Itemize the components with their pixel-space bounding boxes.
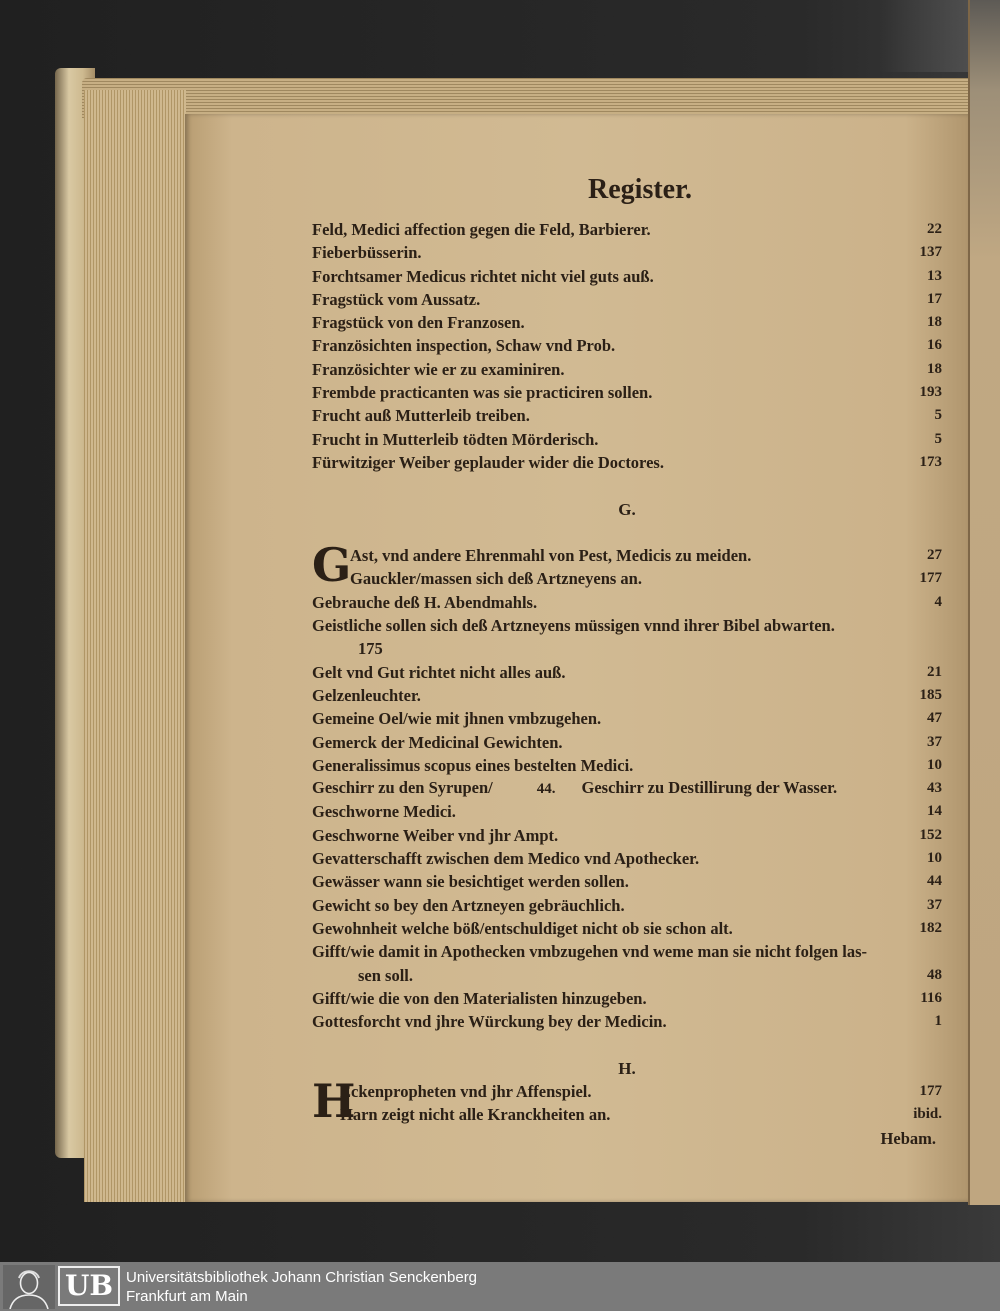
entry-text: Frembde practicanten was sie practiciren sollen. bbox=[312, 383, 653, 403]
entry-text-block bbox=[312, 754, 917, 777]
entry-text: Gelzenleuchter. bbox=[312, 685, 421, 705]
entry-text: Gauckler/massen sich deß Artzneyens an. bbox=[350, 569, 642, 589]
page-number: 182 bbox=[919, 919, 942, 936]
entry-text-block bbox=[312, 684, 910, 707]
register-entry bbox=[312, 940, 942, 963]
page-number: 137 bbox=[919, 244, 942, 261]
entry-text-block bbox=[350, 567, 910, 590]
register-entry bbox=[312, 1103, 942, 1126]
entry-text: Ast, vnd andere Ehrenmahl von Pest, Medicis zu meiden. bbox=[350, 546, 752, 566]
entry-text-block bbox=[340, 1103, 903, 1126]
register-entry bbox=[312, 917, 942, 940]
register-entry bbox=[312, 684, 942, 707]
entry-continuation: sen soll. bbox=[358, 965, 414, 985]
entry-text: Eckenpropheten vnd jhr Affenspiel. bbox=[340, 1081, 592, 1101]
page-number: 4 bbox=[934, 593, 942, 610]
register-entry bbox=[312, 381, 942, 404]
register-entry bbox=[312, 428, 942, 451]
entry-text-block bbox=[312, 288, 917, 311]
entry-text-block bbox=[312, 614, 942, 637]
entry-text-block bbox=[312, 265, 917, 288]
entry-text-block bbox=[312, 334, 917, 357]
entry-text-block bbox=[312, 661, 917, 684]
page-number: 37 bbox=[927, 733, 942, 750]
page-number: 16 bbox=[927, 337, 942, 354]
page-number: 5 bbox=[934, 407, 942, 424]
entry-text: Gottesforcht vnd jhre Würckung bey der Medicin. bbox=[312, 1012, 667, 1032]
entry-text: Generalissimus scopus eines bestelten Medici. bbox=[312, 755, 634, 775]
page-number: 14 bbox=[927, 803, 942, 820]
register-entry bbox=[312, 754, 942, 777]
page-number: 116 bbox=[920, 989, 942, 1006]
entry-text: Geistliche sollen sich deß Artzneyens müssigen vnnd ihrer Bibel abwarten. bbox=[312, 616, 835, 636]
entry-text-block bbox=[350, 544, 917, 567]
register-entry bbox=[312, 358, 942, 381]
page-number: 47 bbox=[927, 710, 942, 727]
register-entry bbox=[312, 567, 942, 590]
page-number: 10 bbox=[927, 756, 942, 773]
entry-text: Gevatterschafft zwischen dem Medico vnd Apothecker. bbox=[312, 849, 700, 869]
library-footer bbox=[0, 1262, 1000, 1311]
register-entry bbox=[312, 800, 942, 823]
page-number: 18 bbox=[927, 360, 942, 377]
page-block-top-edge bbox=[82, 78, 970, 118]
entry-text: Gebrauche deß H. Abendmahls. bbox=[312, 592, 538, 612]
register-entry bbox=[312, 661, 942, 684]
register-entry bbox=[312, 265, 942, 288]
page-number: 18 bbox=[927, 314, 942, 331]
register-entry bbox=[312, 707, 942, 730]
page-number: 43 bbox=[927, 780, 942, 797]
library-city: Frankfurt am Main bbox=[126, 1288, 248, 1305]
entry-text-block bbox=[312, 894, 917, 917]
inline-page-number: 44. bbox=[536, 781, 556, 798]
entry-text-block bbox=[312, 847, 917, 870]
page-number: 27 bbox=[927, 547, 942, 564]
entry-text-block bbox=[358, 964, 917, 987]
page-number: 173 bbox=[919, 453, 942, 470]
page-number: 13 bbox=[927, 267, 942, 284]
register-section bbox=[312, 1057, 942, 1127]
entry-text: Harn zeigt nicht alle Kranckheiten an. bbox=[340, 1105, 611, 1125]
drop-cap: G bbox=[312, 538, 352, 593]
page-fore-edge bbox=[84, 90, 186, 1202]
register-entry bbox=[312, 591, 942, 614]
entry-text: Geschworne Medici. bbox=[312, 802, 456, 822]
page-number: 177 bbox=[919, 1082, 942, 1099]
entry-text-second: Geschirr zu Destillirung der Wasser. bbox=[581, 778, 838, 798]
entry-text: Geschirr zu den Syrupen/ bbox=[312, 778, 493, 798]
facing-page-edge bbox=[968, 0, 1000, 1205]
entry-text-block bbox=[312, 940, 942, 963]
register-heading: Register. bbox=[588, 174, 692, 205]
entry-text-block bbox=[312, 358, 917, 381]
entry-text: Fürwitziger Weiber geplauder wider die Doctores. bbox=[312, 452, 664, 472]
register-entry bbox=[312, 894, 942, 917]
register-entry bbox=[312, 847, 942, 870]
register-section bbox=[312, 498, 942, 1034]
page-number: 17 bbox=[927, 290, 942, 307]
entry-text: Feld, Medici affection gegen die Feld, Barbierer. bbox=[312, 220, 651, 239]
register-entry bbox=[312, 731, 942, 754]
page-number: 37 bbox=[927, 896, 942, 913]
library-logo: UB bbox=[58, 1266, 120, 1306]
entry-text-block bbox=[312, 824, 910, 847]
page-number: 22 bbox=[927, 221, 942, 237]
register-entry bbox=[312, 288, 942, 311]
register-entry bbox=[312, 218, 942, 241]
entry-text-block bbox=[312, 381, 910, 404]
entry-text: Fieberbüsserin. bbox=[312, 243, 422, 263]
portrait-icon bbox=[3, 1265, 55, 1309]
entry-text-block bbox=[312, 428, 925, 451]
entry-text: Gifft/wie damit in Apothecken vmbzugehen vnd weme man sie nicht folgen las- bbox=[312, 942, 868, 962]
page-number: 1 bbox=[934, 1013, 942, 1030]
page-number: 21 bbox=[927, 663, 942, 680]
entry-text: Geschworne Weiber vnd jhr Ampt. bbox=[312, 825, 559, 845]
register-entry-continuation bbox=[312, 637, 942, 660]
drop-cap: H bbox=[312, 1073, 356, 1128]
register-section bbox=[312, 218, 942, 474]
page-number: 48 bbox=[927, 966, 942, 983]
library-name-block bbox=[126, 1268, 477, 1306]
entry-text-block bbox=[312, 404, 925, 427]
entry-text-block bbox=[312, 707, 917, 730]
entry-text-block bbox=[312, 241, 910, 264]
section-letter: G. bbox=[618, 499, 636, 519]
entry-text-block bbox=[312, 987, 910, 1010]
page-number: 177 bbox=[919, 570, 942, 587]
entry-text-block bbox=[312, 451, 910, 474]
entry-text-block bbox=[340, 1080, 910, 1103]
entry-text: Gifft/wie die von den Materialisten hinzugeben. bbox=[312, 988, 647, 1008]
page-number: 5 bbox=[934, 430, 942, 447]
entry-text-block bbox=[312, 800, 917, 823]
page-number: 185 bbox=[919, 686, 942, 703]
entry-text-block bbox=[312, 731, 917, 754]
register-entry bbox=[312, 987, 942, 1010]
entry-text: Gewässer wann sie besichtiget werden sollen. bbox=[312, 872, 629, 892]
page-number: 152 bbox=[919, 826, 942, 843]
entry-text: Forchtsamer Medicus richtet nicht viel guts auß. bbox=[312, 266, 654, 286]
entry-text: Gewohnheit welche böß/entschuldiget nicht ob sie schon alt. bbox=[312, 918, 733, 938]
entry-text: Gelt vnd Gut richtet nicht alles auß. bbox=[312, 662, 566, 682]
library-name: Universitätsbibliothek Johann Christian Senckenberg bbox=[126, 1269, 478, 1286]
entry-text-block bbox=[312, 917, 910, 940]
register-entry-continuation bbox=[312, 964, 942, 987]
catchword-row bbox=[312, 1127, 942, 1150]
catchword: Hebam. bbox=[880, 1128, 936, 1148]
entry-text-block bbox=[312, 776, 917, 801]
register-entry bbox=[312, 404, 942, 427]
section-letter: H. bbox=[618, 1058, 636, 1078]
entry-text: Fragstück von den Franzosen. bbox=[312, 313, 525, 333]
page-number: 44 bbox=[927, 873, 942, 890]
page-number: ibid. bbox=[913, 1106, 942, 1123]
register-entry bbox=[312, 241, 942, 264]
entry-text-block bbox=[312, 591, 925, 614]
entry-text: Frucht auß Mutterleib treiben. bbox=[312, 406, 530, 426]
register-entry bbox=[312, 870, 942, 893]
entry-text-block bbox=[312, 218, 917, 241]
entry-text-block bbox=[312, 311, 917, 334]
entry-text: Fragstück vom Aussatz. bbox=[312, 289, 481, 309]
register-entry bbox=[312, 824, 942, 847]
entry-text: Französichter wie er zu examiniren. bbox=[312, 359, 565, 379]
entry-text: Gewicht so bey den Artzneyen gebräuchlich. bbox=[312, 895, 625, 915]
register-entry bbox=[312, 1010, 942, 1033]
entry-text: Frucht in Mutterleib tödten Mörderisch. bbox=[312, 429, 599, 449]
register-entry bbox=[312, 614, 942, 637]
entry-text-block bbox=[312, 870, 917, 893]
page-number: 10 bbox=[927, 850, 942, 867]
entry-text: Gemeine Oel/wie mit jhnen vmbzugehen. bbox=[312, 709, 602, 729]
page-number: 193 bbox=[919, 384, 942, 401]
entry-text-block bbox=[312, 1010, 925, 1033]
register-entry bbox=[312, 451, 942, 474]
register-entry bbox=[312, 334, 942, 357]
register-entry bbox=[312, 777, 942, 800]
entry-text: Französichten inspection, Schaw vnd Prob. bbox=[312, 336, 616, 356]
entry-text: Gemerck der Medicinal Gewichten. bbox=[312, 732, 563, 752]
register-list bbox=[312, 218, 942, 1150]
register-entry bbox=[312, 311, 942, 334]
entry-continuation: 175 bbox=[358, 639, 383, 659]
entry-text-block bbox=[358, 637, 942, 660]
